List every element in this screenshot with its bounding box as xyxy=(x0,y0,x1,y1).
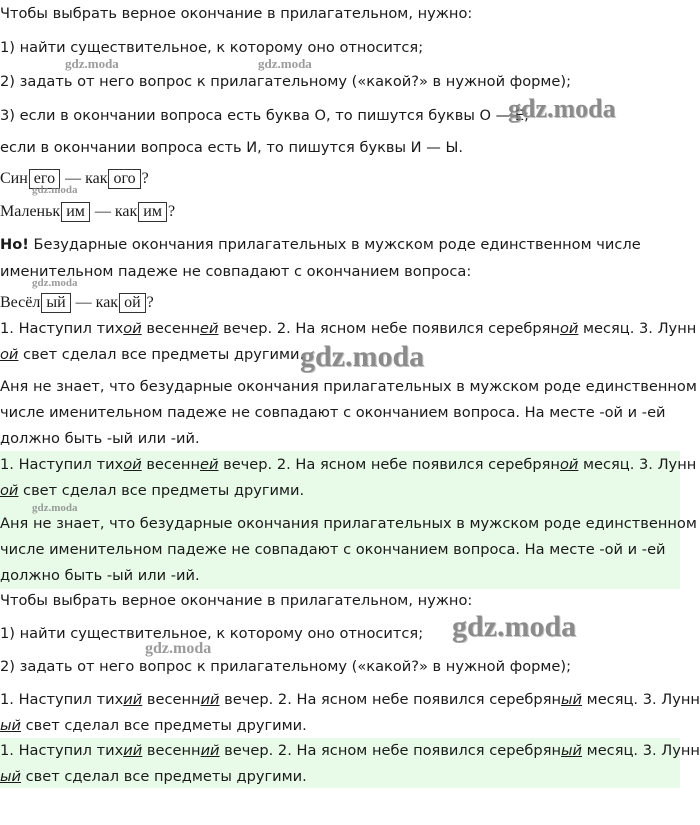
explanation-b-line-1: Аня не знает, что безударные окончания прилагательных в мужском роде единственном xyxy=(0,515,697,532)
step-3-continued: если в окончании вопроса есть И, то пишутся буквы И — Ы. xyxy=(0,139,463,156)
step-1-repeat: 1) найти существительное, к которому оно относится; xyxy=(0,625,424,642)
watermark: gdz.moda xyxy=(32,277,78,289)
sentences-a2-line-2: ой свет сделал все предметы другими. xyxy=(0,482,305,499)
step-1: 1) найти существительное, к которому оно относится; xyxy=(0,39,424,56)
watermark: gdz.moda xyxy=(32,502,78,514)
ending-box: им xyxy=(61,202,90,222)
watermark: gdz.moda xyxy=(32,184,78,196)
sentences-a2-line-1: 1. Наступил тихой весенней вечер. 2. На ясном небе появился серебряной месяц. 3. Лунн xyxy=(0,456,697,473)
intro-line: Чтобы выбрать верное окончание в прилагательном, нужно: xyxy=(0,5,473,22)
watermark: gdz.moda xyxy=(452,610,577,643)
sentences-a-line-2: ой свет сделал все предметы другими. xyxy=(0,346,305,363)
explanation-b-line-2: числе именительном падеже не совпадают с окончанием вопроса. На месте -ой и -ей xyxy=(0,541,666,558)
explanation-a-line-1: Аня не знает, что безударные окончания прилагательных в мужском роде единственном xyxy=(0,378,697,395)
note-line-2: именительном падеже не совпадают с окончанием вопроса: xyxy=(0,263,472,280)
sentences-b-line-2: ый свет сделал все предметы другими. xyxy=(0,717,307,734)
explanation-a-line-3: должно быть -ый или -ий. xyxy=(0,430,200,447)
explanation-b-line-3: должно быть -ый или -ий. xyxy=(0,567,200,584)
step-3: 3) если в окончании вопроса есть буква О, то пишутся буквы О — Е; xyxy=(0,107,529,124)
watermark: gdz.moda xyxy=(508,94,616,123)
example-vesyol: Весёл ый — как ой ? xyxy=(0,294,154,311)
watermark: gdz.moda xyxy=(145,640,212,657)
note-line-1: Но! Безударные окончания прилагательных в мужском роде единственном числе xyxy=(0,236,641,253)
note-label: Но! xyxy=(0,236,29,253)
question-ending-box: им xyxy=(138,202,167,222)
sentences-b-line-1: 1. Наступил тихий весенний вечер. 2. На ясном небе появился серебряный месяц. 3. Лунн xyxy=(0,691,700,708)
example-malenk: Маленьк им — как им ? xyxy=(0,203,176,220)
step-2: 2) задать от него вопрос к прилагательному («какой?» в нужной форме); xyxy=(0,73,571,90)
watermark: gdz.moda xyxy=(300,340,425,373)
step-2-repeat: 2) задать от него вопрос к прилагательному («какой?» в нужной форме); xyxy=(0,658,571,675)
question-ending-box: ой xyxy=(119,293,146,313)
watermark: gdz.moda xyxy=(258,56,312,71)
question-ending-box: ого xyxy=(108,169,140,189)
example-sin: Син его — как ого ? xyxy=(0,170,149,187)
intro-line-repeat: Чтобы выбрать верное окончание в прилагательном, нужно: xyxy=(0,592,473,609)
sentences-a-line-1: 1. Наступил тихой весенней вечер. 2. На ясном небе появился серебряной месяц. 3. Лунн xyxy=(0,320,697,337)
ending-box: ый xyxy=(41,293,70,313)
sentences-b2-line-1: 1. Наступил тихий весенний вечер. 2. На ясном небе появился серебряный месяц. 3. Лунн xyxy=(0,742,700,759)
ending-box: его xyxy=(29,169,60,189)
watermark: gdz.moda xyxy=(65,56,119,71)
explanation-a-line-2: числе именительном падеже не совпадают с окончанием вопроса. На месте -ой и -ей xyxy=(0,404,666,421)
sentences-b2-line-2: ый свет сделал все предметы другими. xyxy=(0,768,307,785)
